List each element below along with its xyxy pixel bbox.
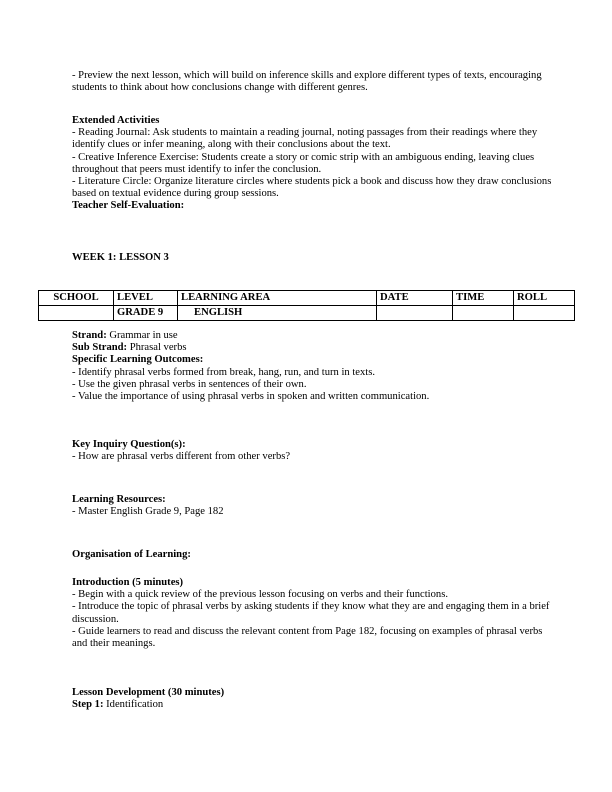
extended-item: - Reading Journal: Ask students to maintain a reading journal, noting passages from their readings where they identify clues or infer meaning, along with their conclusions about the text. [72,127,538,151]
outcomes-heading: Specific Learning Outcomes: [72,354,204,366]
lesson-development-section [72,687,552,711]
header-learning-area: LEARNING AREA [178,291,377,306]
strand-label: Strand: [72,330,107,341]
inquiry-section [72,439,552,463]
inquiry-item: - How are phrasal verbs different from other verbs? [72,451,291,463]
header-time: TIME [453,291,514,306]
cell-time [453,306,514,321]
table-data-row [39,306,575,321]
cell-school [39,306,114,321]
resources-heading: Learning Resources: [72,494,166,505]
extended-activities-heading: Extended Activities [72,115,160,126]
cell-date [377,306,453,321]
resources-section [72,494,552,518]
strand-value: Grammar in use [106,330,178,341]
preview-text: - Preview the next lesson, which will build on inference skills and explore different types of texts, encouraging students to think about how conclusions change with different genres. [72,70,542,94]
strand-section [72,330,552,403]
week-lesson-heading-block [72,252,552,264]
teacher-self-evaluation-heading: Teacher Self-Evaluation: [72,200,185,212]
lesson-info-table [38,290,575,321]
preview-paragraph [72,70,552,94]
extended-activities-section [72,115,552,213]
extended-item: - Literature Circle: Organize literature circles where students pick a book and discuss how they draw conclusions based on textual evidence during group sessions. [72,176,552,200]
header-date: DATE [377,291,453,306]
header-roll: ROLL [514,291,575,306]
outcome-item: - Identify phrasal verbs formed from break, hang, run, and turn in texts. [72,366,376,378]
introduction-item: - Introduce the topic of phrasal verbs by asking students if they know what they are and engaging them in a brief discussion. [72,601,550,625]
introduction-heading: Introduction (5 minutes) [72,577,184,588]
inquiry-heading: Key Inquiry Question(s): [72,439,186,450]
extended-item: - Creative Inference Exercise: Students create a story or comic strip with an ambiguous ending, leaving clues throughout that peers must identify to infer the conclusion. [72,151,535,175]
cell-level: GRADE 9 [114,306,178,321]
outcome-item: - Use the given phrasal verbs in sentences of their own. [72,378,307,390]
lesson-development-heading: Lesson Development (30 minutes) [72,687,225,698]
introduction-item: - Guide learners to read and discuss the relevant content from Page 182, focusing on examples of phrasal verbs and their meanings. [72,625,543,650]
introduction-section [72,577,552,650]
outcome-item: - Value the importance of using phrasal verbs in spoken and written communication. [72,391,430,403]
cell-roll [514,306,575,321]
header-school: SCHOOL [39,291,114,306]
step-label: Step 1: [72,699,104,711]
table-header-row [39,291,575,306]
organisation-section [72,549,552,561]
header-level: LEVEL [114,291,178,306]
organisation-heading: Organisation of Learning: [72,549,191,560]
cell-learning-area: ENGLISH [178,306,377,321]
week-lesson-heading: WEEK 1: LESSON 3 [72,252,169,263]
resource-item: - Master English Grade 9, Page 182 [72,506,224,518]
sub-strand-label: Sub Strand: [72,342,128,354]
step-value: Identification [103,699,164,711]
sub-strand-value: Phrasal verbs [127,342,187,354]
introduction-item: - Begin with a quick review of the previous lesson focusing on verbs and their functions. [72,589,448,601]
